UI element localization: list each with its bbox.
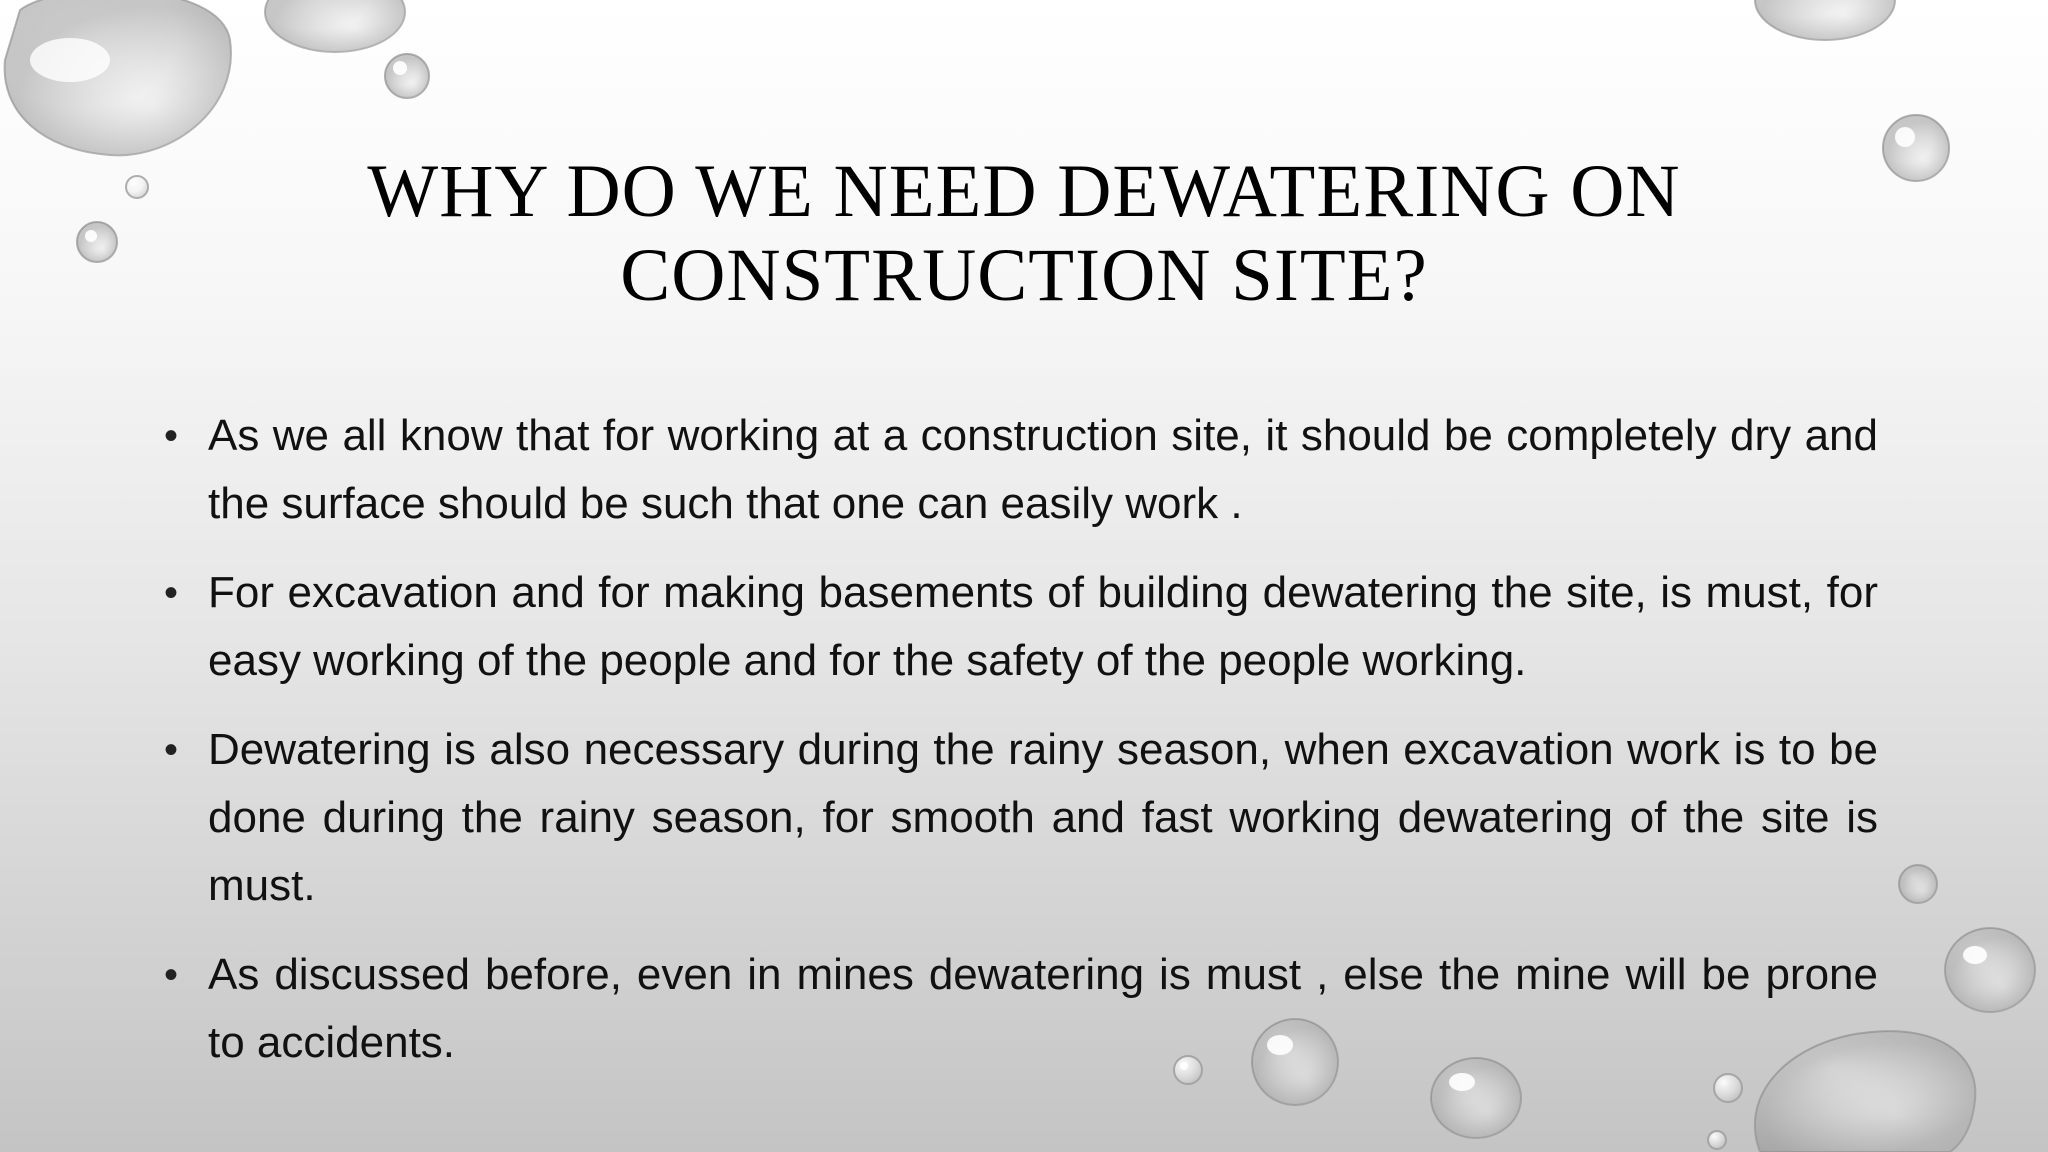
droplet-top-right-large: [1755, 0, 1895, 40]
bullet-text-2: For excavation and for making basements of building dewatering the site, is must, for easy working of the people and for the safety of the people working.: [208, 568, 1878, 685]
bullet-dot-icon: •: [164, 728, 179, 772]
droplet-top-right-2: [1883, 115, 1949, 181]
droplet-top-left-3: [385, 54, 429, 98]
droplet-bottom-right-tiny: [1708, 1131, 1726, 1149]
bullet-item-1: [164, 402, 1878, 538]
title-line-2: CONSTRUCTION SITE?: [620, 234, 1428, 317]
bullet-dot-icon: •: [164, 414, 179, 458]
bullet-text-1: As we all know that for working at a construction site, it should be completely dry and the surface should be such that one can easily work .: [208, 411, 1878, 528]
bullet-item-3: [164, 716, 1878, 920]
title-line-1: WHY DO WE NEED DEWATERING ON: [367, 150, 1681, 233]
bullet-item-2: [164, 559, 1878, 695]
droplet-right-medium: [1945, 928, 2035, 1012]
bullet-list: [164, 402, 1878, 1098]
droplet-top-left-5: [77, 222, 117, 262]
droplet-top-left-4: [126, 176, 148, 198]
bullet-dot-icon: •: [164, 953, 179, 997]
bullet-item-4: [164, 941, 1878, 1077]
droplet-top-left-large: [5, 0, 231, 155]
bullet-dot-icon: •: [164, 571, 179, 615]
droplet-right-small: [1899, 865, 1937, 903]
droplet-top-left-2: [265, 0, 405, 52]
slide-title: [200, 150, 1848, 318]
bullet-text-3: Dewatering is also necessary during the rainy season, when excavation work is to be done during the rainy season, for smooth and fast working dewatering of the site is must.: [208, 725, 1878, 910]
bullet-text-4: As discussed before, even in mines dewatering is must , else the mine will be prone to accidents.: [208, 950, 1878, 1067]
